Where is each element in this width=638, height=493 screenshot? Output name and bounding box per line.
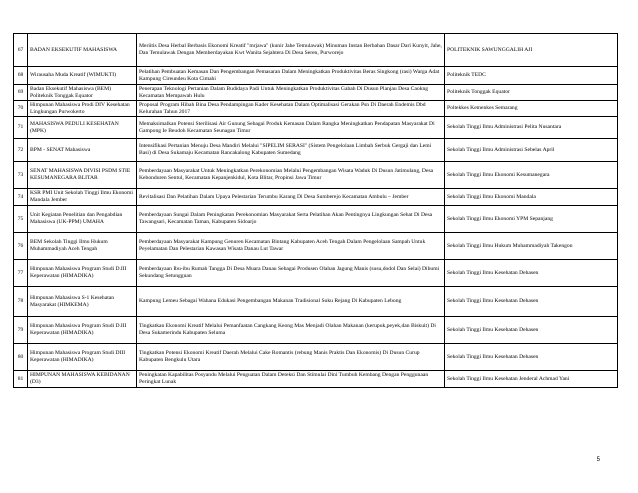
program-title-cell: Kampung Lemeu Sebagai Wahana Edukasi Pengembangan Makanan Tradisional Suku Rejang Di Kabupaten Lebong — [137, 287, 445, 317]
row-number: 80 — [14, 344, 28, 371]
organization-cell: Himpunan Mahasiswa Program Studi DIII Keperawatan (HIMADIKA) — [28, 344, 137, 371]
table-body — [14, 34, 618, 388]
table-row — [14, 189, 618, 206]
table-row — [14, 287, 618, 317]
table-row — [14, 101, 618, 117]
program-title-cell: Peningkatan Kapabilitas Posyandu Melalui Penguatan Dalam Deteksi Dan Stimulai Dini Tumbuh Kembang Dengan Penggunaan Peringkat Lunak — [137, 371, 445, 388]
row-number: 73 — [14, 162, 28, 189]
program-title-cell: Proposal Program Hibah Bina Desa Pendampingan Kader Kesehatan Dalam Optimalisasi Gerakan Psn Di Daerah Endemis Dbd Kelurahan Tahun 2017 — [137, 101, 445, 117]
organization-cell: Wirausaha Muda Kreatif (WIMUKTI) — [28, 67, 137, 85]
table-row — [14, 85, 618, 101]
table-row — [14, 34, 618, 67]
document-page — [13, 33, 617, 388]
table-row — [14, 371, 618, 388]
organization-cell: Unit Kegiatan Penelitian dan Pengabdian Mahasiswa (UK-PPM) UMAHA — [28, 206, 137, 233]
table-row — [14, 117, 618, 139]
organization-cell: BPM - SENAT Mahasiswa — [28, 139, 137, 162]
program-title-cell: Intensifikasi Pertanian Menuju Desa Mandiri Melalui "SIPELIM SERASI" (Sistem Pengelolaan Limbah Serbuk Gergaji dan Lemi Basi) di Desa Sukamaju Kecamatan Rancakalong Kabupaten Sumedang — [137, 139, 445, 162]
page-number: 5 — [596, 457, 600, 463]
organization-cell: HIMPUNAN MAHASISWA KEBIDANAN (D3) — [28, 371, 137, 388]
program-title-cell: Pemberdayaan Masyarakat Kampung Genuren Kecamatan Bintang Kabupaten Aceh Tengah Dalam Pengelolaan Sampah Untuk Peyelamatan Dan Pelestarian Kawasan Wisata Danau Lut Tawar — [137, 233, 445, 260]
program-title-cell: Penerapan Teknologi Pertanian Dalam Budidaya Padi Untuk Meningkatkan Produktivitas Gabah Di Dusun Planjau Desa Caokng Kecamatan Mempawah Hulu — [137, 85, 445, 101]
row-number: 70 — [14, 101, 28, 117]
organization-cell: BADAN EKSEKUTIF MAHASISWA — [28, 34, 137, 67]
table-row — [14, 206, 618, 233]
grant-recipients-table — [13, 33, 618, 388]
row-number: 76 — [14, 233, 28, 260]
row-number: 71 — [14, 117, 28, 139]
organization-cell: Himpunan Mahasiswa Program Studi D.III Keperawatan (HIMADIKA) — [28, 317, 137, 344]
institution-cell: Poltekkes Kemenkes Semarang — [445, 101, 618, 117]
institution-cell: Sekolah Tinggi Ilmu Kesehatan Dehasen — [445, 317, 618, 344]
program-title-cell: Meriitis Desa Herbal Berbasis Ekonomi Kreatif "mrjawa" (kunir Jahe Temulawak) Minuman Instan Berbahan Dasar Dari Kunyit, Jahe, Dan Temulawak Dengan Memberdayakan Kwt Wanita Sejahtera Di Desa Seren, Purworejo — [137, 34, 445, 67]
row-number: 79 — [14, 317, 28, 344]
institution-cell: Sekolah Tinggi Ilmu Kesehatan Jenderal Achmad Yani — [445, 371, 618, 388]
organization-cell: Himpunan Mahasiswa Prodi DIV Kesehatan Lingkungan Purwokerto — [28, 101, 137, 117]
table-row — [14, 317, 618, 344]
row-number: 67 — [14, 34, 28, 67]
program-title-cell: Pemberdayaan Ibu-ibu Rumah Tangga Di Desa Muara Danau Sebagai Produsen Olahan Jagung Manis (susu,dodol Dan Selai) Dibumi Sekundang Setungguan — [137, 260, 445, 287]
organization-cell: KSR PMI Unit Sekolah Tinggi Ilmu Ekonomi Mandala Jember — [28, 189, 137, 206]
table-row — [14, 233, 618, 260]
institution-cell: Sekolah Tinggi Ilmu Ekonomi Kesumanegara — [445, 162, 618, 189]
row-number: 74 — [14, 189, 28, 206]
program-title-cell: Tingkatkan Ekonomi Kreatif Melalui Pemanfaatan Cangkang Keong Mas Menjadi Olahan Makanan (kerupuk,peyek,dan Biskuit) Di Desa Sukamerindu Kabupaten Seluma — [137, 317, 445, 344]
row-number: 68 — [14, 67, 28, 85]
row-number: 77 — [14, 260, 28, 287]
row-number: 75 — [14, 206, 28, 233]
program-title-cell: Pemberdayaan Masyarakat Untuk Meningkatkan Perekonomian Melalui Pengembangan Wisata Waduk Di Dusun Jatimulang, Desa Kebonduren Sentul, Kecamatan Kepanjenkidul, Kota Blitar, Propinsi Jawa Timur — [137, 162, 445, 189]
program-title-cell: Revitalisasi Dan Pelatihan Dalam Upaya Pelestarian Terumbu Karang Di Desa Sumberejo Kecamatan Ambulu – Jember — [137, 189, 445, 206]
institution-cell: Politeknik Tonggak Equator — [445, 85, 618, 101]
institution-cell: Sekolah Tinggi Ilmu Ekonomi Mandala — [445, 189, 618, 206]
program-title-cell: Pelatihan Pembuatan Kemasan Dan Pengembangan Pemasaran Dalam Meningkatkan Produktivitas Beras Singkong (rasi) Warga Adat Kampung Cireundeu Kota Cimahi — [137, 67, 445, 85]
table-row — [14, 67, 618, 85]
organization-cell: Himpunan Mahasiswa S-1 Kesehatan Masyarakat (HIMKEMA) — [28, 287, 137, 317]
row-number: 72 — [14, 139, 28, 162]
row-number: 69 — [14, 85, 28, 101]
institution-cell: Sekolah Tinggi Ilmu Administrasi Sebelas April — [445, 139, 618, 162]
row-number: 81 — [14, 371, 28, 388]
program-title-cell: Memaksimalkan Potensi Sterilisasi Air Gunung Sebagai Produk Kemasan Dalam Rangka Meningkatkan Pendapatan Masyarakat Di Gampong Ie Beudoh Kecamatan Seunagan Timur — [137, 117, 445, 139]
institution-cell: Politeknik TEDC — [445, 67, 618, 85]
organization-cell: MAHASISWA PEDULI KESEHATAN (MPK) — [28, 117, 137, 139]
program-title-cell: Tingkatkan Potensi Ekonomi Kreatif Daerah Melalui Cake Romantis (rebung Manis Praktis Dan Ekonomis) Di Dusun Curup Kabupaten Bengkulu Utara — [137, 344, 445, 371]
organization-cell: SENAT MAHASISWA DIVISI PSDM STIE KESUMANEGARA BLITAR — [28, 162, 137, 189]
institution-cell: Sekolah Tinggi Ilmu Kesehatan Dehasen — [445, 287, 618, 317]
table-row — [14, 162, 618, 189]
institution-cell: Sekolah Tinggi Ilmu Kesehatan Dehasen — [445, 344, 618, 371]
organization-cell: BEM Sekolah Tinggi Ilmu Hukum Muhammadiyah Aceh Tengah — [28, 233, 137, 260]
institution-cell: Sekolah Tinggi Ilmu Administrasi Pelita Nusantara — [445, 117, 618, 139]
table-row — [14, 260, 618, 287]
row-number: 78 — [14, 287, 28, 317]
institution-cell: POLITEKNIK SAWUNGGALIH AJI — [445, 34, 618, 67]
institution-cell: Sekolah Tinggi Ilmu Hukum Muhammadiyah Takengon — [445, 233, 618, 260]
institution-cell: Sekolah Tinggi Ilmu Kesehatan Dehasen — [445, 260, 618, 287]
program-title-cell: Pemberdayaan Sungai Dalam Peningkatan Perekonomian Masyarakat Serta Pelatihan Akan Pentingnya Lingkungan Sehat Di Desa Tawangsari, Kecamatan Taman, Kabupaten Sidoarjo — [137, 206, 445, 233]
organization-cell: Himpunan Mahasiswa Program Studi D.III Keperawatan (HIMADIKA) — [28, 260, 137, 287]
table-row — [14, 344, 618, 371]
institution-cell: Sekolah Tinggi Ilmu Ekonomi YPM Sepanjang — [445, 206, 618, 233]
organization-cell: Badan Eksekutif Mahasiswa (BEM) Politeknik Tonggak Equator — [28, 85, 137, 101]
table-row — [14, 139, 618, 162]
